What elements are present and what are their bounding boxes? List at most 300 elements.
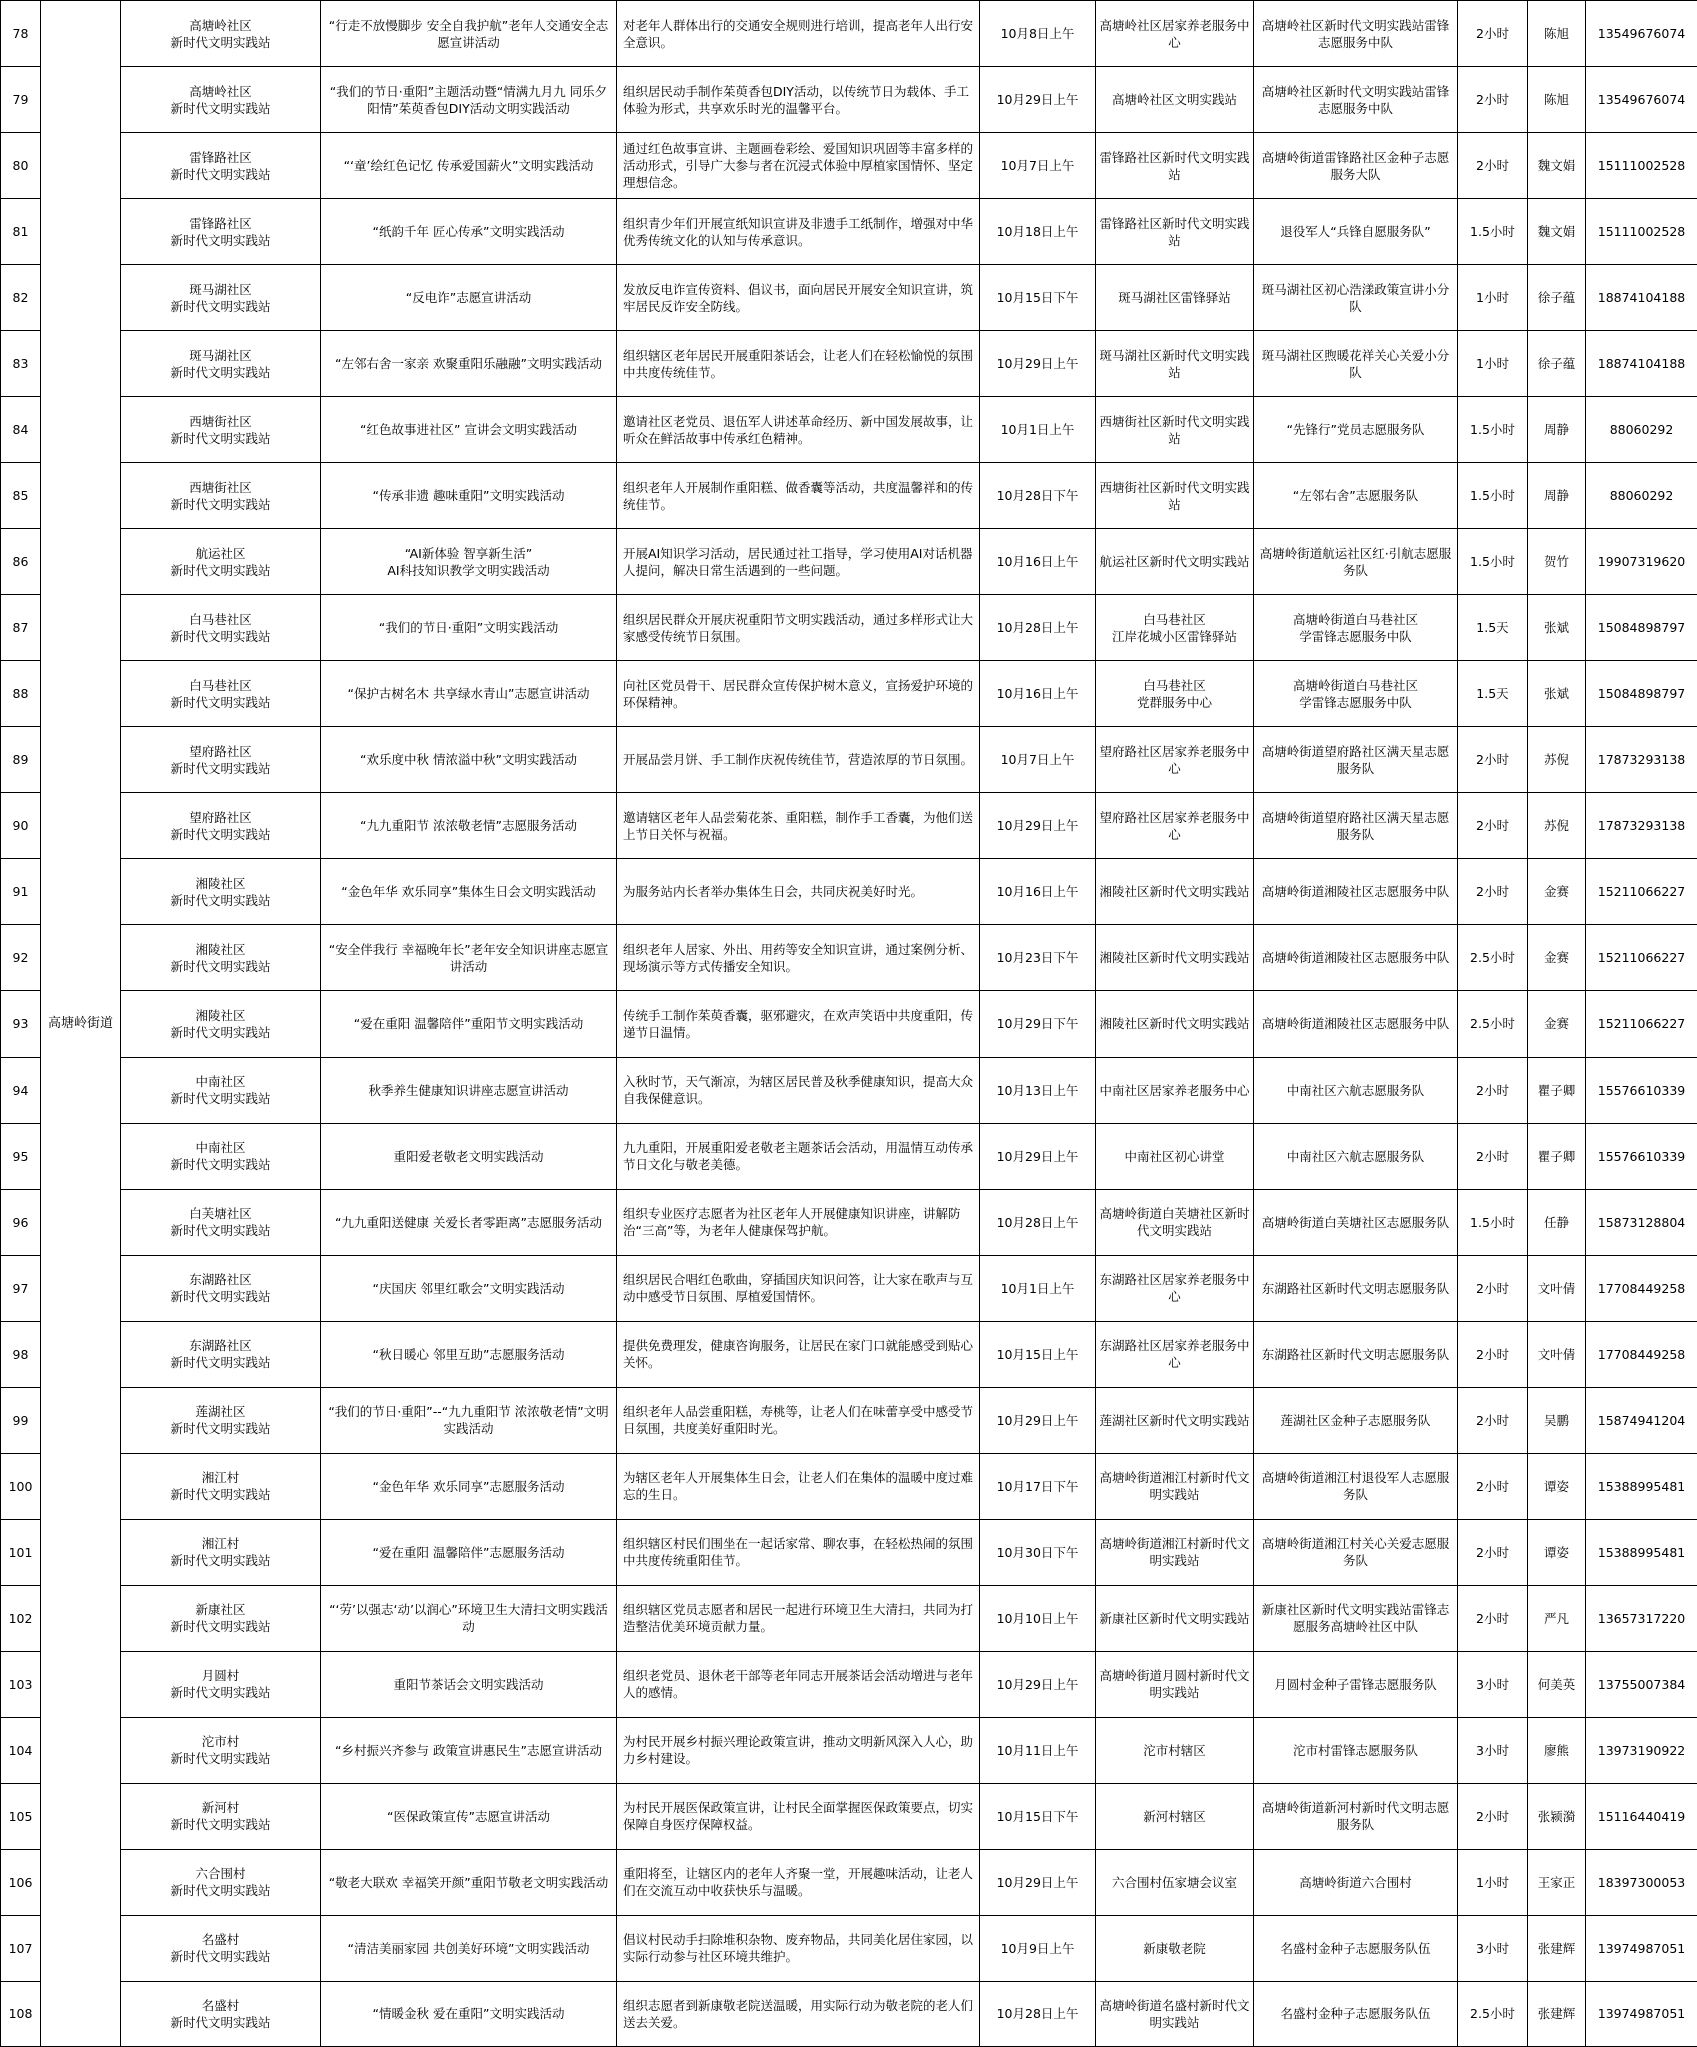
volunteer-team-cell: 名盛村金种子志愿服务队伍 [1254, 1915, 1458, 1981]
table-row [1, 1453, 1697, 1519]
activity-title-cell: “红色故事进社区” 宣讲会文明实践活动 [321, 397, 617, 463]
contact-person-cell: 张建辉 [1528, 1981, 1586, 2046]
phone-cell: 13974987051 [1586, 1915, 1697, 1981]
table-row [1, 925, 1697, 991]
contact-person-cell: 严凡 [1528, 1585, 1586, 1651]
activity-description-cell: 组织辖区党员志愿者和居民一起进行环境卫生大清扫，共同为打造整洁优美环境贡献力量。 [617, 1585, 980, 1651]
table-row [1, 1321, 1697, 1387]
duration-cell: 2小时 [1458, 1387, 1528, 1453]
station-cell: 新康社区 新时代文明实践站 [121, 1585, 321, 1651]
station-cell: 东湖路社区 新时代文明实践站 [121, 1255, 321, 1321]
phone-cell: 18397300053 [1586, 1849, 1697, 1915]
row-number-cell: 82 [1, 265, 41, 331]
station-cell: 湘陵社区 新时代文明实践站 [121, 925, 321, 991]
row-number-cell: 97 [1, 1255, 41, 1321]
phone-cell: 15084898797 [1586, 661, 1697, 727]
activity-title-cell: “安全伴我行 幸福晚年长”老年安全知识讲座志愿宣讲活动 [321, 925, 617, 991]
phone-cell: 13755007384 [1586, 1651, 1697, 1717]
contact-person-cell: 文叶倩 [1528, 1255, 1586, 1321]
activity-description-cell: 组织青少年们开展宣纸知识宣讲及非遗手工纸制作，增强对中华优秀传统文化的认知与传承意识。 [617, 199, 980, 265]
activity-title-cell: 秋季养生健康知识讲座志愿宣讲活动 [321, 1057, 617, 1123]
duration-cell: 1小时 [1458, 265, 1528, 331]
duration-cell: 2小时 [1458, 793, 1528, 859]
table-row [1, 991, 1697, 1057]
activity-description-cell: 组织老党员、退休老干部等老年同志开展茶话会活动增进与老年人的感情。 [617, 1651, 980, 1717]
activity-title-cell: “金色年华 欢乐同享”集体生日会文明实践活动 [321, 859, 617, 925]
duration-cell: 2.5小时 [1458, 925, 1528, 991]
activity-title-cell: “秋日暖心 邻里互助”志愿服务活动 [321, 1321, 617, 1387]
phone-cell: 18874104188 [1586, 331, 1697, 397]
activity-time-cell: 10月23日下午 [980, 925, 1096, 991]
activity-time-cell: 10月16日上午 [980, 661, 1096, 727]
volunteer-team-cell: 高塘岭街道湘陵社区志愿服务中队 [1254, 991, 1458, 1057]
volunteer-team-cell: 东湖路社区新时代文明志愿服务队 [1254, 1255, 1458, 1321]
duration-cell: 2小时 [1458, 1783, 1528, 1849]
row-number-cell: 91 [1, 859, 41, 925]
table-row [1, 1255, 1697, 1321]
activity-description-cell: 开展品尝月饼、手工制作庆祝传统佳节，营造浓厚的节日氛围。 [617, 727, 980, 793]
contact-person-cell: 张颍漪 [1528, 1783, 1586, 1849]
table-row [1, 595, 1697, 661]
activity-place-cell: 六合围村伍家塘会议室 [1096, 1849, 1254, 1915]
activity-time-cell: 10月18日上午 [980, 199, 1096, 265]
row-number-cell: 107 [1, 1915, 41, 1981]
activity-title-cell: “庆国庆 邻里红歌会”文明实践活动 [321, 1255, 617, 1321]
activity-title-cell: “AI新体验 智享新生活” AI科技知识教学文明实践活动 [321, 529, 617, 595]
table-row [1, 331, 1697, 397]
activity-place-cell: 雷锋路社区新时代文明实践站 [1096, 133, 1254, 199]
activity-time-cell: 10月28日上午 [980, 1189, 1096, 1255]
volunteer-team-cell: 高塘岭街道白马巷社区 学雷锋志愿服务中队 [1254, 595, 1458, 661]
duration-cell: 1.5小时 [1458, 463, 1528, 529]
row-number-cell: 83 [1, 331, 41, 397]
station-cell: 白马巷社区 新时代文明实践站 [121, 595, 321, 661]
station-cell: 白芙塘社区 新时代文明实践站 [121, 1189, 321, 1255]
table-row [1, 1651, 1697, 1717]
activity-time-cell: 10月7日上午 [980, 133, 1096, 199]
activity-place-cell: 新河村辖区 [1096, 1783, 1254, 1849]
contact-person-cell: 苏倪 [1528, 727, 1586, 793]
activity-time-cell: 10月9日上午 [980, 1915, 1096, 1981]
table-row [1, 661, 1697, 727]
table-row [1, 727, 1697, 793]
activity-place-cell: 航运社区新时代文明实践站 [1096, 529, 1254, 595]
activity-description-cell: 组织志愿者到新康敬老院送温暖，用实际行动为敬老院的老人们送去关爱。 [617, 1981, 980, 2046]
activity-time-cell: 10月28日下午 [980, 463, 1096, 529]
contact-person-cell: 吴鹏 [1528, 1387, 1586, 1453]
volunteer-team-cell: 高塘岭社区新时代文明实践站雷锋志愿服务中队 [1254, 67, 1458, 133]
activity-place-cell: 高塘岭街道月圆村新时代文明实践站 [1096, 1651, 1254, 1717]
volunteer-team-cell: “左邻右舍”志愿服务队 [1254, 463, 1458, 529]
phone-cell: 15576610339 [1586, 1057, 1697, 1123]
station-cell: 新河村 新时代文明实践站 [121, 1783, 321, 1849]
row-number-cell: 100 [1, 1453, 41, 1519]
activity-title-cell: “敬老大联欢 幸福笑开颜”重阳节敬老文明实践活动 [321, 1849, 617, 1915]
phone-cell: 15211066227 [1586, 859, 1697, 925]
station-cell: 名盛村 新时代文明实践站 [121, 1915, 321, 1981]
activity-title-cell: “欢乐度中秋 情浓溢中秋”文明实践活动 [321, 727, 617, 793]
volunteer-team-cell: 高塘岭街道湘江村关心关爱志愿服务队 [1254, 1519, 1458, 1585]
activity-description-cell: 通过红色故事宣讲、主题画卷彩绘、爱国知识巩固等丰富多样的活动形式，引导广大参与者在沉浸式体验中厚植家国情怀、坚定理想信念。 [617, 133, 980, 199]
activity-place-cell: 中南社区居家养老服务中心 [1096, 1057, 1254, 1123]
contact-person-cell: 瞿子卿 [1528, 1057, 1586, 1123]
row-number-cell: 88 [1, 661, 41, 727]
phone-cell: 13974987051 [1586, 1981, 1697, 2046]
activity-time-cell: 10月15日下午 [980, 265, 1096, 331]
activity-time-cell: 10月29日下午 [980, 991, 1096, 1057]
activity-place-cell: 高塘岭街道白芙塘社区新时代文明实践站 [1096, 1189, 1254, 1255]
phone-cell: 17708449258 [1586, 1321, 1697, 1387]
activity-title-cell: “行走不放慢脚步 安全自我护航”老年人交通安全志愿宣讲活动 [321, 1, 617, 67]
activity-time-cell: 10月7日上午 [980, 727, 1096, 793]
duration-cell: 2小时 [1458, 1123, 1528, 1189]
station-cell: 六合围村 新时代文明实践站 [121, 1849, 321, 1915]
volunteer-team-cell: 新康社区新时代文明实践站雷锋志愿服务高塘岭社区中队 [1254, 1585, 1458, 1651]
volunteer-team-cell: 高塘岭街道望府路社区满天星志愿服务队 [1254, 793, 1458, 859]
volunteer-team-cell: 名盛村金种子志愿服务队伍 [1254, 1981, 1458, 2046]
phone-cell: 17708449258 [1586, 1255, 1697, 1321]
volunteer-team-cell: 高塘岭街道六合围村 [1254, 1849, 1458, 1915]
phone-cell: 17873293138 [1586, 793, 1697, 859]
activity-time-cell: 10月29日上午 [980, 1651, 1096, 1717]
phone-cell: 13549676074 [1586, 67, 1697, 133]
activity-time-cell: 10月29日上午 [980, 793, 1096, 859]
contact-person-cell: 张斌 [1528, 661, 1586, 727]
activity-title-cell: “我们的节日·重阳”文明实践活动 [321, 595, 617, 661]
activity-place-cell: 高塘岭社区居家养老服务中心 [1096, 1, 1254, 67]
duration-cell: 2小时 [1458, 1321, 1528, 1387]
table-row [1, 1783, 1697, 1849]
street-cell: 高塘岭街道 [41, 1, 121, 2047]
volunteer-team-cell: 高塘岭街道望府路社区满天星志愿服务队 [1254, 727, 1458, 793]
phone-cell: 88060292 [1586, 397, 1697, 463]
row-number-cell: 93 [1, 991, 41, 1057]
phone-cell: 15388995481 [1586, 1519, 1697, 1585]
table-row [1, 397, 1697, 463]
activity-time-cell: 10月28日上午 [980, 595, 1096, 661]
contact-person-cell: 徐子蕴 [1528, 265, 1586, 331]
contact-person-cell: 王家正 [1528, 1849, 1586, 1915]
activity-description-cell: 组织老年人品尝重阳糕，寿桃等，让老人们在味蕾享受中感受节日氛围，共度美好重阳时光。 [617, 1387, 980, 1453]
table-row [1, 1717, 1697, 1783]
station-cell: 中南社区 新时代文明实践站 [121, 1057, 321, 1123]
phone-cell: 18874104188 [1586, 265, 1697, 331]
station-cell: 望府路社区 新时代文明实践站 [121, 793, 321, 859]
activity-time-cell: 10月29日上午 [980, 1849, 1096, 1915]
phone-cell: 15084898797 [1586, 595, 1697, 661]
activity-description-cell: 传统手工制作茱萸香囊，驱邪避灾，在欢声笑语中共度重阳，传递节日温情。 [617, 991, 980, 1057]
duration-cell: 2小时 [1458, 133, 1528, 199]
activity-title-cell: “‘劳’以强志‘动’以润心”环境卫生大清扫文明实践活动 [321, 1585, 617, 1651]
table-row [1, 1057, 1697, 1123]
phone-cell: 15873128804 [1586, 1189, 1697, 1255]
station-cell: 湘陵社区 新时代文明实践站 [121, 991, 321, 1057]
duration-cell: 2.5小时 [1458, 1981, 1528, 2046]
activity-title-cell: “‘童’绘红色记忆 传承爱国薪火”文明实践活动 [321, 133, 617, 199]
volunteer-team-cell: 高塘岭街道航运社区红·引航志愿服务队 [1254, 529, 1458, 595]
activity-place-cell: 斑马湖社区新时代文明实践站 [1096, 331, 1254, 397]
phone-cell: 15211066227 [1586, 925, 1697, 991]
station-cell: 东湖路社区 新时代文明实践站 [121, 1321, 321, 1387]
volunteer-team-cell: 高塘岭街道湘江村退役军人志愿服务队 [1254, 1453, 1458, 1519]
duration-cell: 2小时 [1458, 1057, 1528, 1123]
row-number-cell: 78 [1, 1, 41, 67]
station-cell: 湘江村 新时代文明实践站 [121, 1519, 321, 1585]
station-cell: 望府路社区 新时代文明实践站 [121, 727, 321, 793]
row-number-cell: 96 [1, 1189, 41, 1255]
duration-cell: 2小时 [1458, 67, 1528, 133]
station-cell: 雷锋路社区 新时代文明实践站 [121, 133, 321, 199]
station-cell: 高塘岭社区 新时代文明实践站 [121, 67, 321, 133]
row-number-cell: 85 [1, 463, 41, 529]
duration-cell: 2小时 [1458, 1255, 1528, 1321]
activity-time-cell: 10月29日上午 [980, 67, 1096, 133]
activity-place-cell: 高塘岭街道湘江村新时代文明实践站 [1096, 1453, 1254, 1519]
activity-place-cell: 斑马湖社区雷锋驿站 [1096, 265, 1254, 331]
phone-cell: 15388995481 [1586, 1453, 1697, 1519]
activity-time-cell: 10月1日上午 [980, 397, 1096, 463]
activity-place-cell: 沱市村辖区 [1096, 1717, 1254, 1783]
duration-cell: 2小时 [1458, 1519, 1528, 1585]
table-row [1, 67, 1697, 133]
activity-place-cell: 湘陵社区新时代文明实践站 [1096, 859, 1254, 925]
phone-cell: 13657317220 [1586, 1585, 1697, 1651]
contact-person-cell: 周静 [1528, 397, 1586, 463]
table-row [1, 859, 1697, 925]
activity-time-cell: 10月29日上午 [980, 331, 1096, 397]
row-number-cell: 102 [1, 1585, 41, 1651]
station-cell: 湘江村 新时代文明实践站 [121, 1453, 321, 1519]
activity-title-cell: “情暖金秋 爱在重阳”文明实践活动 [321, 1981, 617, 2046]
activity-title-cell: “清洁美丽家园 共创美好环境”文明实践活动 [321, 1915, 617, 1981]
phone-cell: 13549676074 [1586, 1, 1697, 67]
volunteer-team-cell: 高塘岭街道湘陵社区志愿服务中队 [1254, 859, 1458, 925]
activity-place-cell: 新康敬老院 [1096, 1915, 1254, 1981]
activity-title-cell: “传承非遗 趣味重阳”文明实践活动 [321, 463, 617, 529]
duration-cell: 1小时 [1458, 1849, 1528, 1915]
station-cell: 月圆村 新时代文明实践站 [121, 1651, 321, 1717]
activity-description-cell: 倡议村民动手扫除堆积杂物、废弃物品，共同美化居住家园，以实际行动参与社区环境共维护。 [617, 1915, 980, 1981]
volunteer-team-cell: 月圆村金种子雷锋志愿服务队 [1254, 1651, 1458, 1717]
activity-description-cell: 邀请社区老党员、退伍军人讲述革命经历、新中国发展故事，让听众在鲜活故事中传承红色精神。 [617, 397, 980, 463]
activity-place-cell: 西塘街社区新时代文明实践站 [1096, 397, 1254, 463]
phone-cell: 15874941204 [1586, 1387, 1697, 1453]
row-number-cell: 106 [1, 1849, 41, 1915]
contact-person-cell: 魏文娟 [1528, 199, 1586, 265]
contact-person-cell: 贺竹 [1528, 529, 1586, 595]
activity-time-cell: 10月16日上午 [980, 529, 1096, 595]
activity-title-cell: “医保政策宣传”志愿宣讲活动 [321, 1783, 617, 1849]
duration-cell: 2小时 [1458, 1453, 1528, 1519]
table-row [1, 529, 1697, 595]
activity-place-cell: 莲湖社区新时代文明实践站 [1096, 1387, 1254, 1453]
activity-title-cell: “左邻右舍一家亲 欢聚重阳乐融融”文明实践活动 [321, 331, 617, 397]
volunteer-team-cell: 退役军人“兵锋自愿服务队” [1254, 199, 1458, 265]
table-row [1, 1981, 1697, 2046]
duration-cell: 2小时 [1458, 1, 1528, 67]
activity-title-cell: “金色年华 欢乐同享”志愿服务活动 [321, 1453, 617, 1519]
activity-description-cell: 为辖区老年人开展集体生日会，让老人们在集体的温暖中度过难忘的生日。 [617, 1453, 980, 1519]
duration-cell: 1.5天 [1458, 595, 1528, 661]
activity-description-cell: 提供免费理发，健康咨询服务，让居民在家门口就能感受到贴心关怀。 [617, 1321, 980, 1387]
row-number-cell: 89 [1, 727, 41, 793]
contact-person-cell: 金赛 [1528, 925, 1586, 991]
contact-person-cell: 谭姿 [1528, 1519, 1586, 1585]
contact-person-cell: 陈旭 [1528, 67, 1586, 133]
duration-cell: 3小时 [1458, 1915, 1528, 1981]
volunteer-team-cell: 中南社区六航志愿服务队 [1254, 1057, 1458, 1123]
row-number-cell: 105 [1, 1783, 41, 1849]
volunteer-team-cell: 高塘岭社区新时代文明实践站雷锋志愿服务中队 [1254, 1, 1458, 67]
volunteer-team-cell: “先锋行”党员志愿服务队 [1254, 397, 1458, 463]
volunteer-team-cell: 高塘岭街道雷锋路社区金种子志愿服务大队 [1254, 133, 1458, 199]
row-number-cell: 94 [1, 1057, 41, 1123]
activity-description-cell: 为村民开展医保政策宣讲，让村民全面掌握医保政策要点，切实保障自身医疗保障权益。 [617, 1783, 980, 1849]
contact-person-cell: 瞿子卿 [1528, 1123, 1586, 1189]
volunteer-team-cell: 中南社区六航志愿服务队 [1254, 1123, 1458, 1189]
activity-title-cell: “我们的节日·重阳”主题活动暨“情满九月九 同乐夕阳情”茱萸香包DIY活动文明实践活动 [321, 67, 617, 133]
station-cell: 高塘岭社区 新时代文明实践站 [121, 1, 321, 67]
row-number-cell: 87 [1, 595, 41, 661]
duration-cell: 1.5天 [1458, 661, 1528, 727]
activity-time-cell: 10月15日下午 [980, 1783, 1096, 1849]
contact-person-cell: 任静 [1528, 1189, 1586, 1255]
row-number-cell: 99 [1, 1387, 41, 1453]
volunteer-team-cell: 东湖路社区新时代文明志愿服务队 [1254, 1321, 1458, 1387]
station-cell: 雷锋路社区 新时代文明实践站 [121, 199, 321, 265]
activity-title-cell: “九九重阳送健康 关爱长者零距离”志愿服务活动 [321, 1189, 617, 1255]
volunteer-team-cell: 高塘岭街道新河村新时代文明志愿服务队 [1254, 1783, 1458, 1849]
activity-place-cell: 高塘岭街道名盛村新时代文明实践站 [1096, 1981, 1254, 2046]
activity-time-cell: 10月15日上午 [980, 1321, 1096, 1387]
contact-person-cell: 徐子蕴 [1528, 331, 1586, 397]
volunteer-team-cell: 高塘岭街道白马巷社区 学雷锋志愿服务中队 [1254, 661, 1458, 727]
volunteer-team-cell: 沱市村雷锋志愿服务队 [1254, 1717, 1458, 1783]
contact-person-cell: 谭姿 [1528, 1453, 1586, 1519]
duration-cell: 1.5小时 [1458, 529, 1528, 595]
activity-place-cell: 高塘岭社区文明实践站 [1096, 67, 1254, 133]
station-cell: 白马巷社区 新时代文明实践站 [121, 661, 321, 727]
row-number-cell: 80 [1, 133, 41, 199]
volunteer-team-cell: 高塘岭街道白芙塘社区志愿服务队 [1254, 1189, 1458, 1255]
duration-cell: 2小时 [1458, 859, 1528, 925]
table-row [1, 793, 1697, 859]
row-number-cell: 81 [1, 199, 41, 265]
table-row [1, 463, 1697, 529]
station-cell: 名盛村 新时代文明实践站 [121, 1981, 321, 2046]
volunteer-team-cell: 斑马湖社区煦暖花祥关心关爱小分队 [1254, 331, 1458, 397]
duration-cell: 1.5小时 [1458, 397, 1528, 463]
activity-title-cell: 重阳节茶话会文明实践活动 [321, 1651, 617, 1717]
contact-person-cell: 何美英 [1528, 1651, 1586, 1717]
table-row [1, 1915, 1697, 1981]
activity-time-cell: 10月1日上午 [980, 1255, 1096, 1321]
station-cell: 湘陵社区 新时代文明实践站 [121, 859, 321, 925]
duration-cell: 1.5小时 [1458, 199, 1528, 265]
station-cell: 中南社区 新时代文明实践站 [121, 1123, 321, 1189]
activity-place-cell: 白马巷社区 党群服务中心 [1096, 661, 1254, 727]
duration-cell: 3小时 [1458, 1651, 1528, 1717]
table-row [1, 1, 1697, 67]
activity-place-cell: 东湖路社区居家养老服务中心 [1096, 1255, 1254, 1321]
contact-person-cell: 陈旭 [1528, 1, 1586, 67]
row-number-cell: 108 [1, 1981, 41, 2046]
phone-cell: 15111002528 [1586, 133, 1697, 199]
activity-description-cell: 组织居民群众开展庆祝重阳节文明实践活动，通过多样形式让大家感受传统节日氛围。 [617, 595, 980, 661]
activity-description-cell: 组织辖区老年居民开展重阳茶话会，让老人们在轻松愉悦的氛围中共度传统佳节。 [617, 331, 980, 397]
phone-cell: 15111002528 [1586, 199, 1697, 265]
volunteer-team-cell: 高塘岭街道湘陵社区志愿服务中队 [1254, 925, 1458, 991]
activity-title-cell: “我们的节日·重阳”--“九九重阳节 浓浓敬老情”文明实践活动 [321, 1387, 617, 1453]
activity-description-cell: 组织辖区村民们围坐在一起话家常、聊农事，在轻松热闹的氛围中共度传统重阳佳节。 [617, 1519, 980, 1585]
table-row [1, 1849, 1697, 1915]
activity-time-cell: 10月13日上午 [980, 1057, 1096, 1123]
activity-description-cell: 组织专业医疗志愿者为社区老年人开展健康知识讲座，讲解防治“三高”等，为老年人健康保驾护航。 [617, 1189, 980, 1255]
activity-description-cell: 邀请辖区老年人品尝菊花茶、重阳糕，制作手工香囊，为他们送上节日关怀与祝福。 [617, 793, 980, 859]
activity-description-cell: 为服务站内长者举办集体生日会，共同庆祝美好时光。 [617, 859, 980, 925]
activity-place-cell: 新康社区新时代文明实践站 [1096, 1585, 1254, 1651]
contact-person-cell: 张斌 [1528, 595, 1586, 661]
duration-cell: 2小时 [1458, 1585, 1528, 1651]
activity-description-cell: 组织居民动手制作茱萸香包DIY活动，以传统节日为载体、手工体验为形式，共享欢乐时光的温馨平台。 [617, 67, 980, 133]
station-cell: 沱市村 新时代文明实践站 [121, 1717, 321, 1783]
table-row [1, 265, 1697, 331]
contact-person-cell: 金赛 [1528, 859, 1586, 925]
activity-time-cell: 10月16日上午 [980, 859, 1096, 925]
activity-place-cell: 望府路社区居家养老服务中心 [1096, 793, 1254, 859]
contact-person-cell: 金赛 [1528, 991, 1586, 1057]
volunteer-team-cell: 斑马湖社区初心浩漾政策宣讲小分队 [1254, 265, 1458, 331]
table-row [1, 1189, 1697, 1255]
activity-description-cell: 开展AI知识学习活动，居民通过社工指导，学习使用AI对话机器人提问，解决日常生活遇到的一些问题。 [617, 529, 980, 595]
contact-person-cell: 文叶倩 [1528, 1321, 1586, 1387]
duration-cell: 1小时 [1458, 331, 1528, 397]
activity-time-cell: 10月30日下午 [980, 1519, 1096, 1585]
row-number-cell: 95 [1, 1123, 41, 1189]
duration-cell: 2.5小时 [1458, 991, 1528, 1057]
activity-time-cell: 10月17日下午 [980, 1453, 1096, 1519]
contact-person-cell: 周静 [1528, 463, 1586, 529]
contact-person-cell: 廖熊 [1528, 1717, 1586, 1783]
phone-cell: 19907319620 [1586, 529, 1697, 595]
row-number-cell: 86 [1, 529, 41, 595]
station-cell: 西塘街社区 新时代文明实践站 [121, 463, 321, 529]
activity-place-cell: 中南社区初心讲堂 [1096, 1123, 1254, 1189]
activity-place-cell: 白马巷社区 江岸花城小区雷锋驿站 [1096, 595, 1254, 661]
phone-cell: 15576610339 [1586, 1123, 1697, 1189]
row-number-cell: 98 [1, 1321, 41, 1387]
station-cell: 斑马湖社区 新时代文明实践站 [121, 331, 321, 397]
row-number-cell: 92 [1, 925, 41, 991]
activity-description-cell: 向社区党员骨干、居民群众宣传保护树木意义，宣扬爱护环境的环保精神。 [617, 661, 980, 727]
activity-title-cell: “保护古树名木 共享绿水青山”志愿宣讲活动 [321, 661, 617, 727]
table-row [1, 1585, 1697, 1651]
duration-cell: 3小时 [1458, 1717, 1528, 1783]
activity-place-cell: 雷锋路社区新时代文明实践站 [1096, 199, 1254, 265]
phone-cell: 13973190922 [1586, 1717, 1697, 1783]
activity-description-cell: 为村民开展乡村振兴理论政策宣讲，推动文明新风深入人心，助力乡村建设。 [617, 1717, 980, 1783]
table-row [1, 133, 1697, 199]
phone-cell: 15116440419 [1586, 1783, 1697, 1849]
activity-description-cell: 重阳将至，让辖区内的老年人齐聚一堂，开展趣味活动，让老人们在交流互动中收获快乐与温暖。 [617, 1849, 980, 1915]
table-body [1, 1, 1697, 2047]
activity-time-cell: 10月10日上午 [980, 1585, 1096, 1651]
activity-description-cell: 组织老年人开展制作重阳糕、做香囊等活动，共度温馨祥和的传统佳节。 [617, 463, 980, 529]
table-row [1, 1519, 1697, 1585]
activity-description-cell: 入秋时节，天气渐凉，为辖区居民普及秋季健康知识，提高大众自我保健意识。 [617, 1057, 980, 1123]
activity-title-cell: “爱在重阳 温馨陪伴”重阳节文明实践活动 [321, 991, 617, 1057]
duration-cell: 2小时 [1458, 727, 1528, 793]
